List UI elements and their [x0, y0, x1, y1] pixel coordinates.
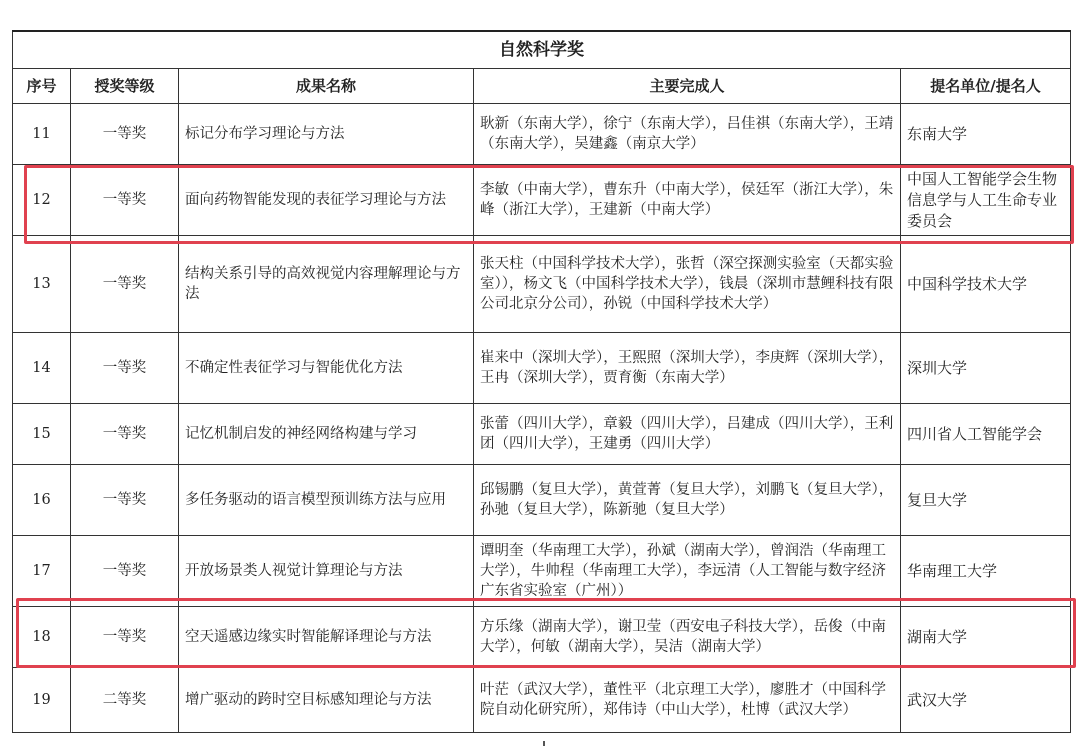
table-row [13, 607, 1071, 668]
table-title: 自然科学奖 [13, 31, 1071, 69]
row-num: 19 [13, 668, 71, 733]
row-people: 张蕾（四川大学），章毅（四川大学），吕建成（四川大学），王利团（四川大学），王建勇（四川大学） [474, 404, 901, 465]
row-people: 邱锡鹏（复旦大学），黄萱菁（复旦大学），刘鹏飞（复旦大学），孙驰（复旦大学），陈新驰（复旦大学） [474, 465, 901, 536]
row-grade: 一等奖 [71, 607, 179, 668]
row-org: 复旦大学 [901, 465, 1071, 536]
row-name: 空天遥感边缘实时智能解译理论与方法 [179, 607, 474, 668]
table-row [13, 668, 1071, 733]
page-mark [543, 741, 545, 746]
header-org: 提名单位/提名人 [901, 69, 1071, 104]
row-num: 14 [13, 333, 71, 404]
row-people: 崔来中（深圳大学），王熙照（深圳大学），李庚辉（深圳大学），王冉（深圳大学），贾育衡（东南大学） [474, 333, 901, 404]
row-num: 11 [13, 104, 71, 165]
table-row [13, 465, 1071, 536]
row-org: 东南大学 [901, 104, 1071, 165]
row-name: 多任务驱动的语言模型预训练方法与应用 [179, 465, 474, 536]
header-people: 主要完成人 [474, 69, 901, 104]
row-num: 17 [13, 536, 71, 607]
table-row [13, 404, 1071, 465]
row-grade: 一等奖 [71, 465, 179, 536]
table-row [13, 104, 1071, 165]
row-name: 开放场景类人视觉计算理论与方法 [179, 536, 474, 607]
row-name: 增广驱动的跨时空目标感知理论与方法 [179, 668, 474, 733]
row-grade: 一等奖 [71, 236, 179, 333]
row-num: 16 [13, 465, 71, 536]
row-num: 15 [13, 404, 71, 465]
row-people: 叶茫（武汉大学），董性平（北京理工大学），廖胜才（中国科学院自动化研究所），郑伟诗（中山大学），杜博（武汉大学） [474, 668, 901, 733]
row-org: 武汉大学 [901, 668, 1071, 733]
row-people: 张天柱（中国科学技术大学），张哲（深空探测实验室（天都实验室）），杨文飞（中国科学技术大学），钱晨（深圳市慧鲤科技有限公司北京分公司），孙锐（中国科学技术大学） [474, 236, 901, 333]
row-people: 谭明奎（华南理工大学），孙斌（湖南大学），曾润浩（华南理工大学），牛帅程（华南理工大学），李远清（人工智能与数字经济广东省实验室（广州）） [474, 536, 901, 607]
row-org: 湖南大学 [901, 607, 1071, 668]
row-num: 13 [13, 236, 71, 333]
row-people: 方乐缘（湖南大学），谢卫莹（西安电子科技大学），岳俊（中南大学），何敏（湖南大学），吴洁（湖南大学） [474, 607, 901, 668]
table-row [13, 536, 1071, 607]
table-header-row [13, 69, 1071, 104]
row-org: 华南理工大学 [901, 536, 1071, 607]
row-name: 不确定性表征学习与智能优化方法 [179, 333, 474, 404]
award-table-wrapper [12, 30, 1070, 733]
row-people: 李敏（中南大学），曹东升（中南大学），侯廷军（浙江大学），朱峰（浙江大学），王建新（中南大学） [474, 165, 901, 236]
header-num: 序号 [13, 69, 71, 104]
award-table [12, 30, 1071, 733]
row-grade: 一等奖 [71, 404, 179, 465]
row-grade: 二等奖 [71, 668, 179, 733]
row-grade: 一等奖 [71, 104, 179, 165]
row-org: 中国科学技术大学 [901, 236, 1071, 333]
row-org: 深圳大学 [901, 333, 1071, 404]
header-name: 成果名称 [179, 69, 474, 104]
row-grade: 一等奖 [71, 165, 179, 236]
row-name: 记忆机制启发的神经网络构建与学习 [179, 404, 474, 465]
row-name: 标记分布学习理论与方法 [179, 104, 474, 165]
row-org: 四川省人工智能学会 [901, 404, 1071, 465]
table-row [13, 165, 1071, 236]
row-num: 12 [13, 165, 71, 236]
row-grade: 一等奖 [71, 536, 179, 607]
table-title-row [13, 31, 1071, 69]
row-org: 中国人工智能学会生物信息学与人工生命专业委员会 [901, 165, 1071, 236]
table-row [13, 333, 1071, 404]
row-people: 耿新（东南大学），徐宁（东南大学），吕佳祺（东南大学），王靖（东南大学），吴建鑫（南京大学） [474, 104, 901, 165]
row-num: 18 [13, 607, 71, 668]
table-row [13, 236, 1071, 333]
row-name: 面向药物智能发现的表征学习理论与方法 [179, 165, 474, 236]
row-grade: 一等奖 [71, 333, 179, 404]
header-grade: 授奖等级 [71, 69, 179, 104]
row-name: 结构关系引导的高效视觉内容理解理论与方法 [179, 236, 474, 333]
